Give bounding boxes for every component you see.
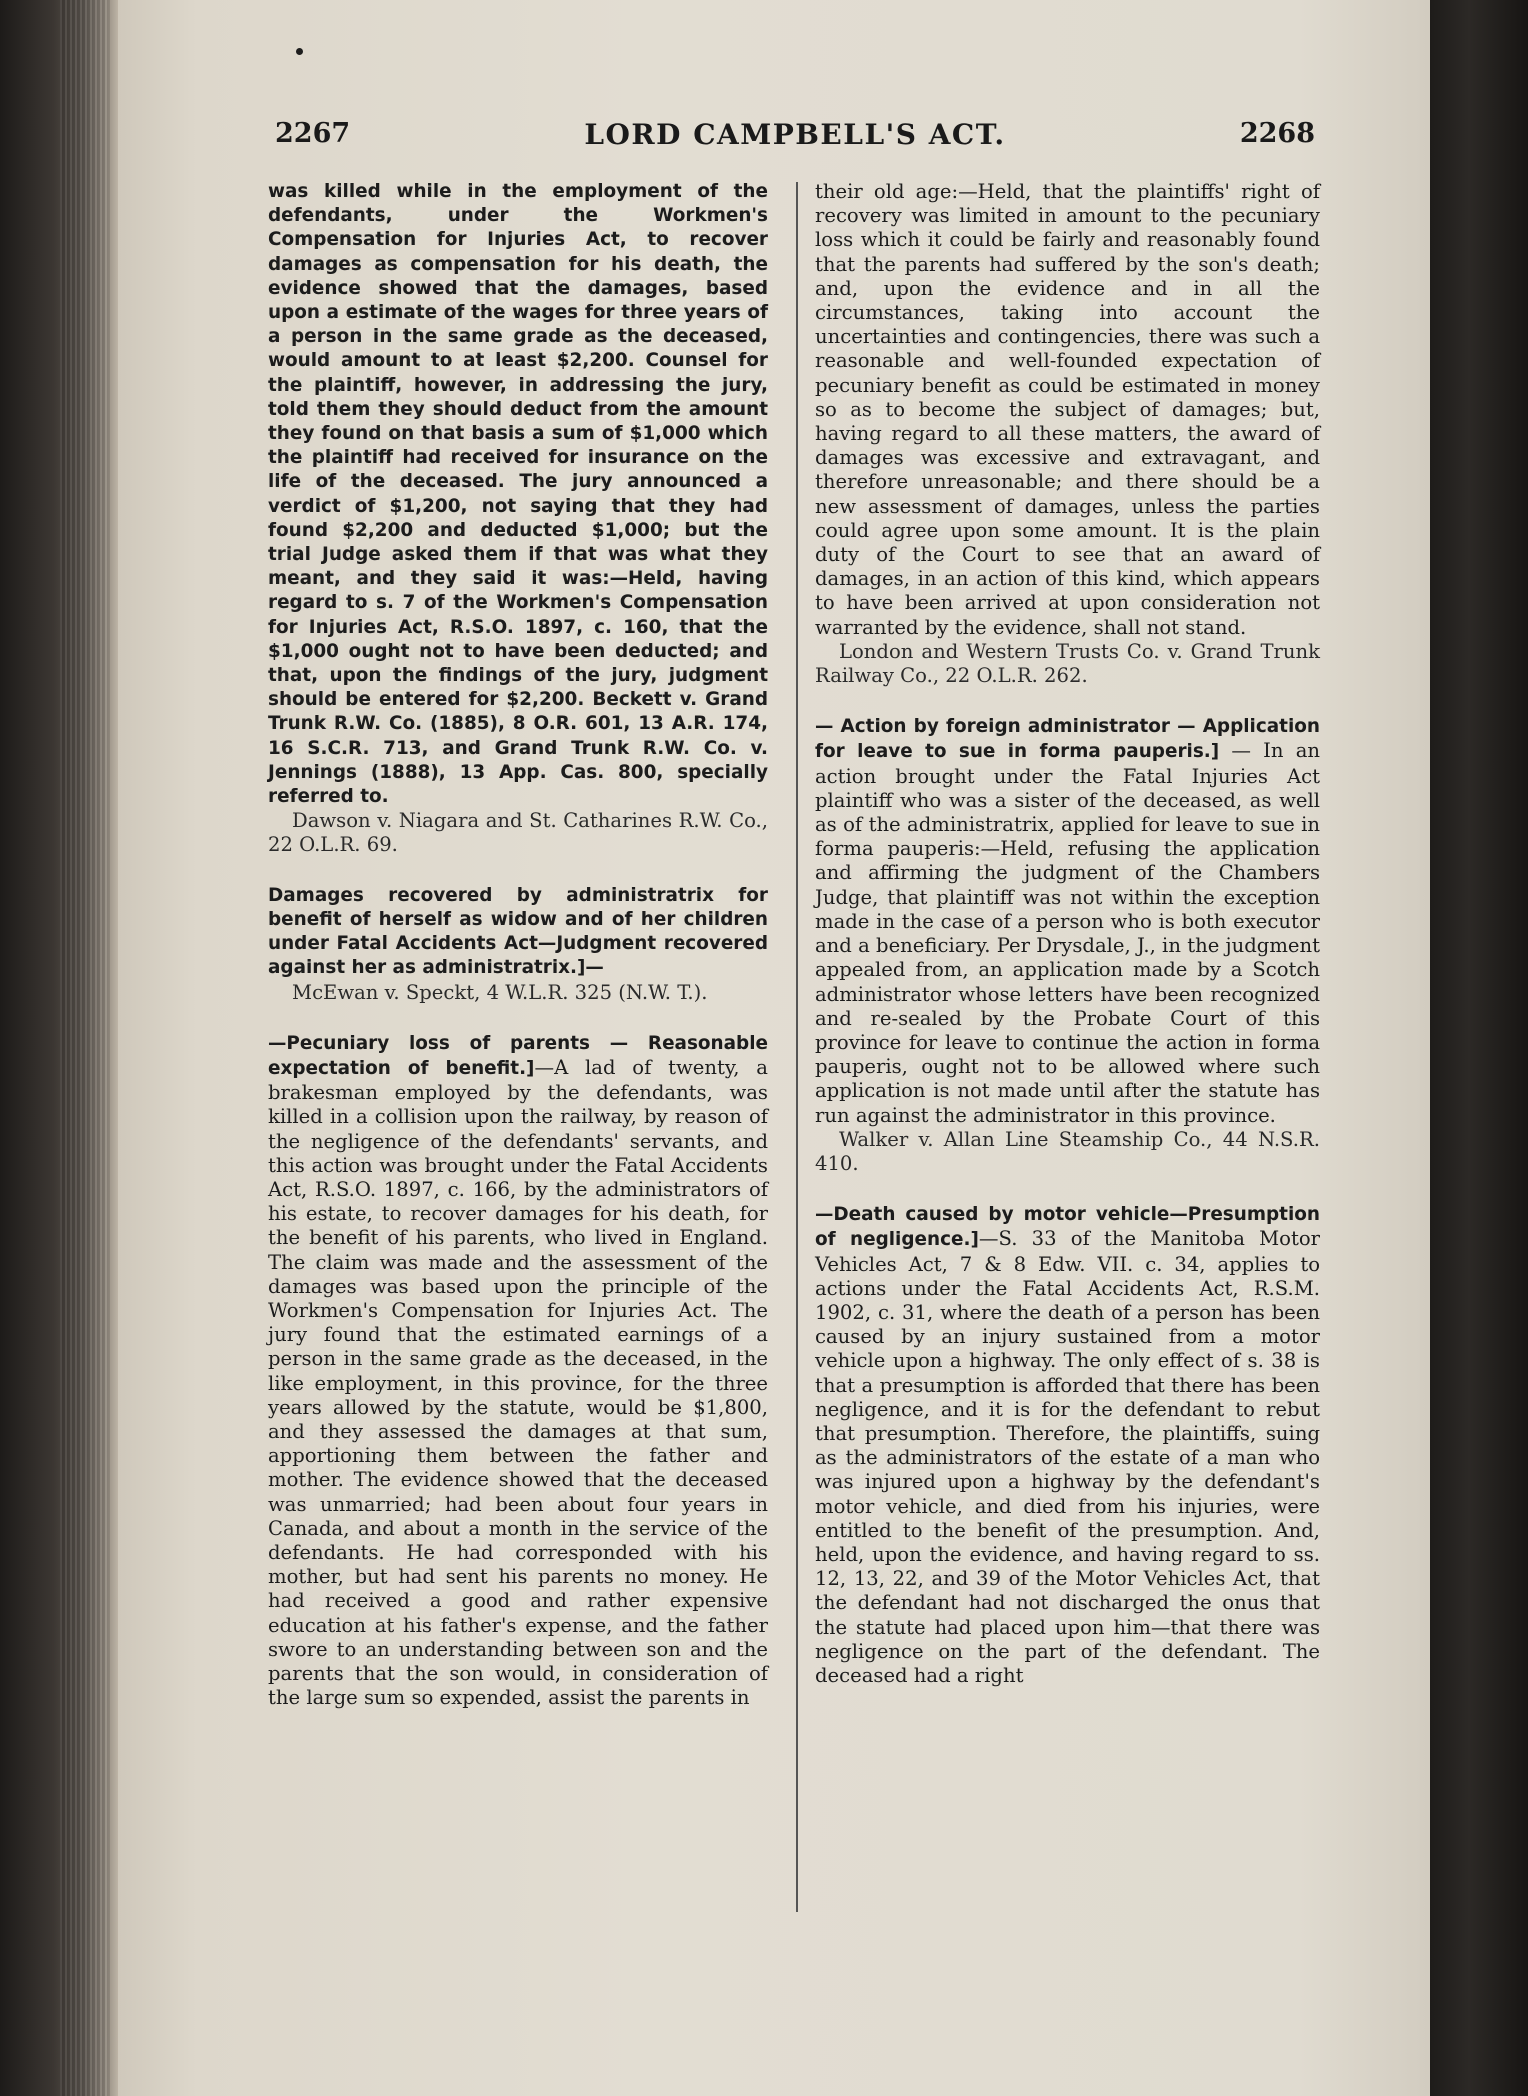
book-spine: [0, 0, 118, 2096]
case-citation: Dawson v. Niagara and St. Catharines R.W. Co., 22 O.L.R. 69.: [268, 809, 768, 857]
case-citation: Walker v. Allan Line Steamship Co., 44 N.S.R. 410.: [815, 1127, 1320, 1175]
right-column: [815, 180, 1320, 1688]
case-citation: McEwan v. Speckt, 4 W.L.R. 325 (N.W. T.).: [292, 980, 708, 1004]
paragraph: [815, 1202, 1320, 1688]
left-column: [268, 180, 768, 1710]
section-heading: Damages recovered by administratrix for benefit of herself as widow and of her children under Fatal Accidents Act—Judgment recovered against her as administratrix.]—: [268, 884, 768, 979]
paragraph-continued: their old age:—Held, that the plaintiffs' right of recovery was limited in amount to the pecuniary loss which it could be fairly and reasonably found that the parents had suffered by the son's death; and, upon the evidence and in all the circumstances, taking into account the uncertainties and contingencies, there was such a reasonable and well-founded expectation of pecuniary benefit as could be estimated in money so as to become the subject of damages; but, having regard to all these matters, the award of damages was excessive and extravagant, and therefore unreasonable; and there should be a new assessment of damages, unless the parties could agree upon some amount. It is the plain duty of the Court to see that an award of damages, in an action of this kind, which appears to have been arrived at upon consideration not warranted by the evidence, shall not stand.: [815, 180, 1320, 639]
paragraph: [268, 1031, 768, 1711]
section-heading: —Death caused by motor vehicle—Presumption of negligence.]: [815, 1204, 1320, 1251]
paragraph-continued: was killed while in the employment of the defendants, under the Workmen's Compensation for Injuries Act, to recover damages as compensation for his death, the evidence showed that the damages, based upon a estimate of the wages for three years of a person in the same grade as the deceased, would amount to at least $2,200. Counsel for the plaintiff, however, in addressing the jury, told them they should deduct from the amount they found on that basis a sum of $1,000 which the plaintiff had received for insurance on the life of the deceased. The jury announced a verdict of $1,200, not saying that they had found $2,200 and deducted $1,000; but the trial Judge asked them if that was what they meant, and they said it was:—Held, having regard to s. 7 of the Workmen's Compensation for Injuries Act, R.S.O. 1897, c. 160, that the $1,000 ought not to have been deducted; and that, upon the findings of the jury, judgment should be entered for $2,200. Beckett v. Grand Trunk R.W. Co. (1885), 8 O.R. 601, 13 A.R. 174, 16 S.C.R. 713, and Grand Trunk R.W. Co. v. Jennings (1888), 13 App. Cas. 800, specially referred to.: [268, 181, 768, 808]
page-edges: [60, 0, 110, 2096]
paragraph-body: —S. 33 of the Manitoba Motor Vehicles Act, 7 & 8 Edw. VII. c. 34, applies to actions under the Fatal Accidents Act, R.S.M. 1902, c. 31, where the death of a person has been caused by an injury sustained from a motor vehicle upon a highway. The only effect of s. 38 is that a presumption is afforded that there has been negligence, and it is for the defendant to rebut that presumption. Therefore, the plaintiffs, suing as the administrators of the estate of a man who was injured upon a highway by the defendant's motor vehicle, and died from his injuries, were entitled to the benefit of the presumption. And, held, upon the evidence, and having regard to ss. 12, 13, 22, and 39 of the Motor Vehicles Act, that the defendant had not discharged the onus that the statute had placed upon him—that there was negligence on the part of the defendant. The deceased had a right: [815, 1227, 1321, 1687]
paragraph-body: — In an action brought under the Fatal Injuries Act plaintiff who was a sister of the deceased, as well as of the administratrix, applied for leave to sue in forma pauperis:—Held, refusing the application and affirming the judgment of the Chambers Judge, that plaintiff was not within the exception made in the case of a person who is both executor and a beneficiary. Per Drysdale, J., in the judgment appealed from, an application made by a Scotch administrator whose letters have been recognized and re-sealed by the Probate Court of this province for leave to continue the action in forma pauperis, ought not to be allowed where such application is not made until after the statute has run against the administrator in this province.: [815, 739, 1320, 1127]
paragraph: [815, 714, 1320, 1127]
section-heading: — Action by foreign administrator — Application for leave to sue in forma pauperis.]: [815, 716, 1320, 763]
section-heading: —Pecuniary loss of parents — Reasonable expectation of benefit.]: [268, 1032, 768, 1079]
running-title: LORD CAMPBELL'S ACT.: [584, 118, 1006, 151]
ink-dot: [296, 48, 303, 55]
case-citation: London and Western Trusts Co. v. Grand Trunk Railway Co., 22 O.L.R. 262.: [815, 639, 1320, 688]
page-number-left: 2267: [275, 118, 351, 149]
column-divider: [796, 182, 798, 1912]
page-number-right: 2268: [1239, 118, 1315, 149]
running-header: [275, 118, 1315, 158]
facing-page-edge: [1430, 0, 1528, 2096]
paragraph-body: —A lad of twenty, a brakesman employed by the defendants, was killed in a collision upon the railway, by reason of the negligence of the defendants' servants, and this action was brought under the Fatal Accidents Act, R.S.O. 1897, c. 166, by the administrators of his estate, to recover damages for his death, for the benefit of his parents, who lived in England. The claim was made and the assessment of the damages was based upon the principle of the Workmen's Compensation for Injuries Act. The jury found that the estimated earnings of a person in the same grade as the deceased, in the like employment, in this province, for the three years allowed by the statute, would be $1,800, and they assessed the damages at that sum, apportioning them between the father and mother. The evidence showed that the deceased was unmarried; had been about four years in Canada, and about a month in the service of the defendants. He had corresponded with his mother, but had sent his parents no money. He had received a good and rather expensive education at his father's expense, and the father swore to an understanding between son and the parents that the son would, in consideration of the large sum so expended, assist the parents in: [268, 1055, 768, 1710]
